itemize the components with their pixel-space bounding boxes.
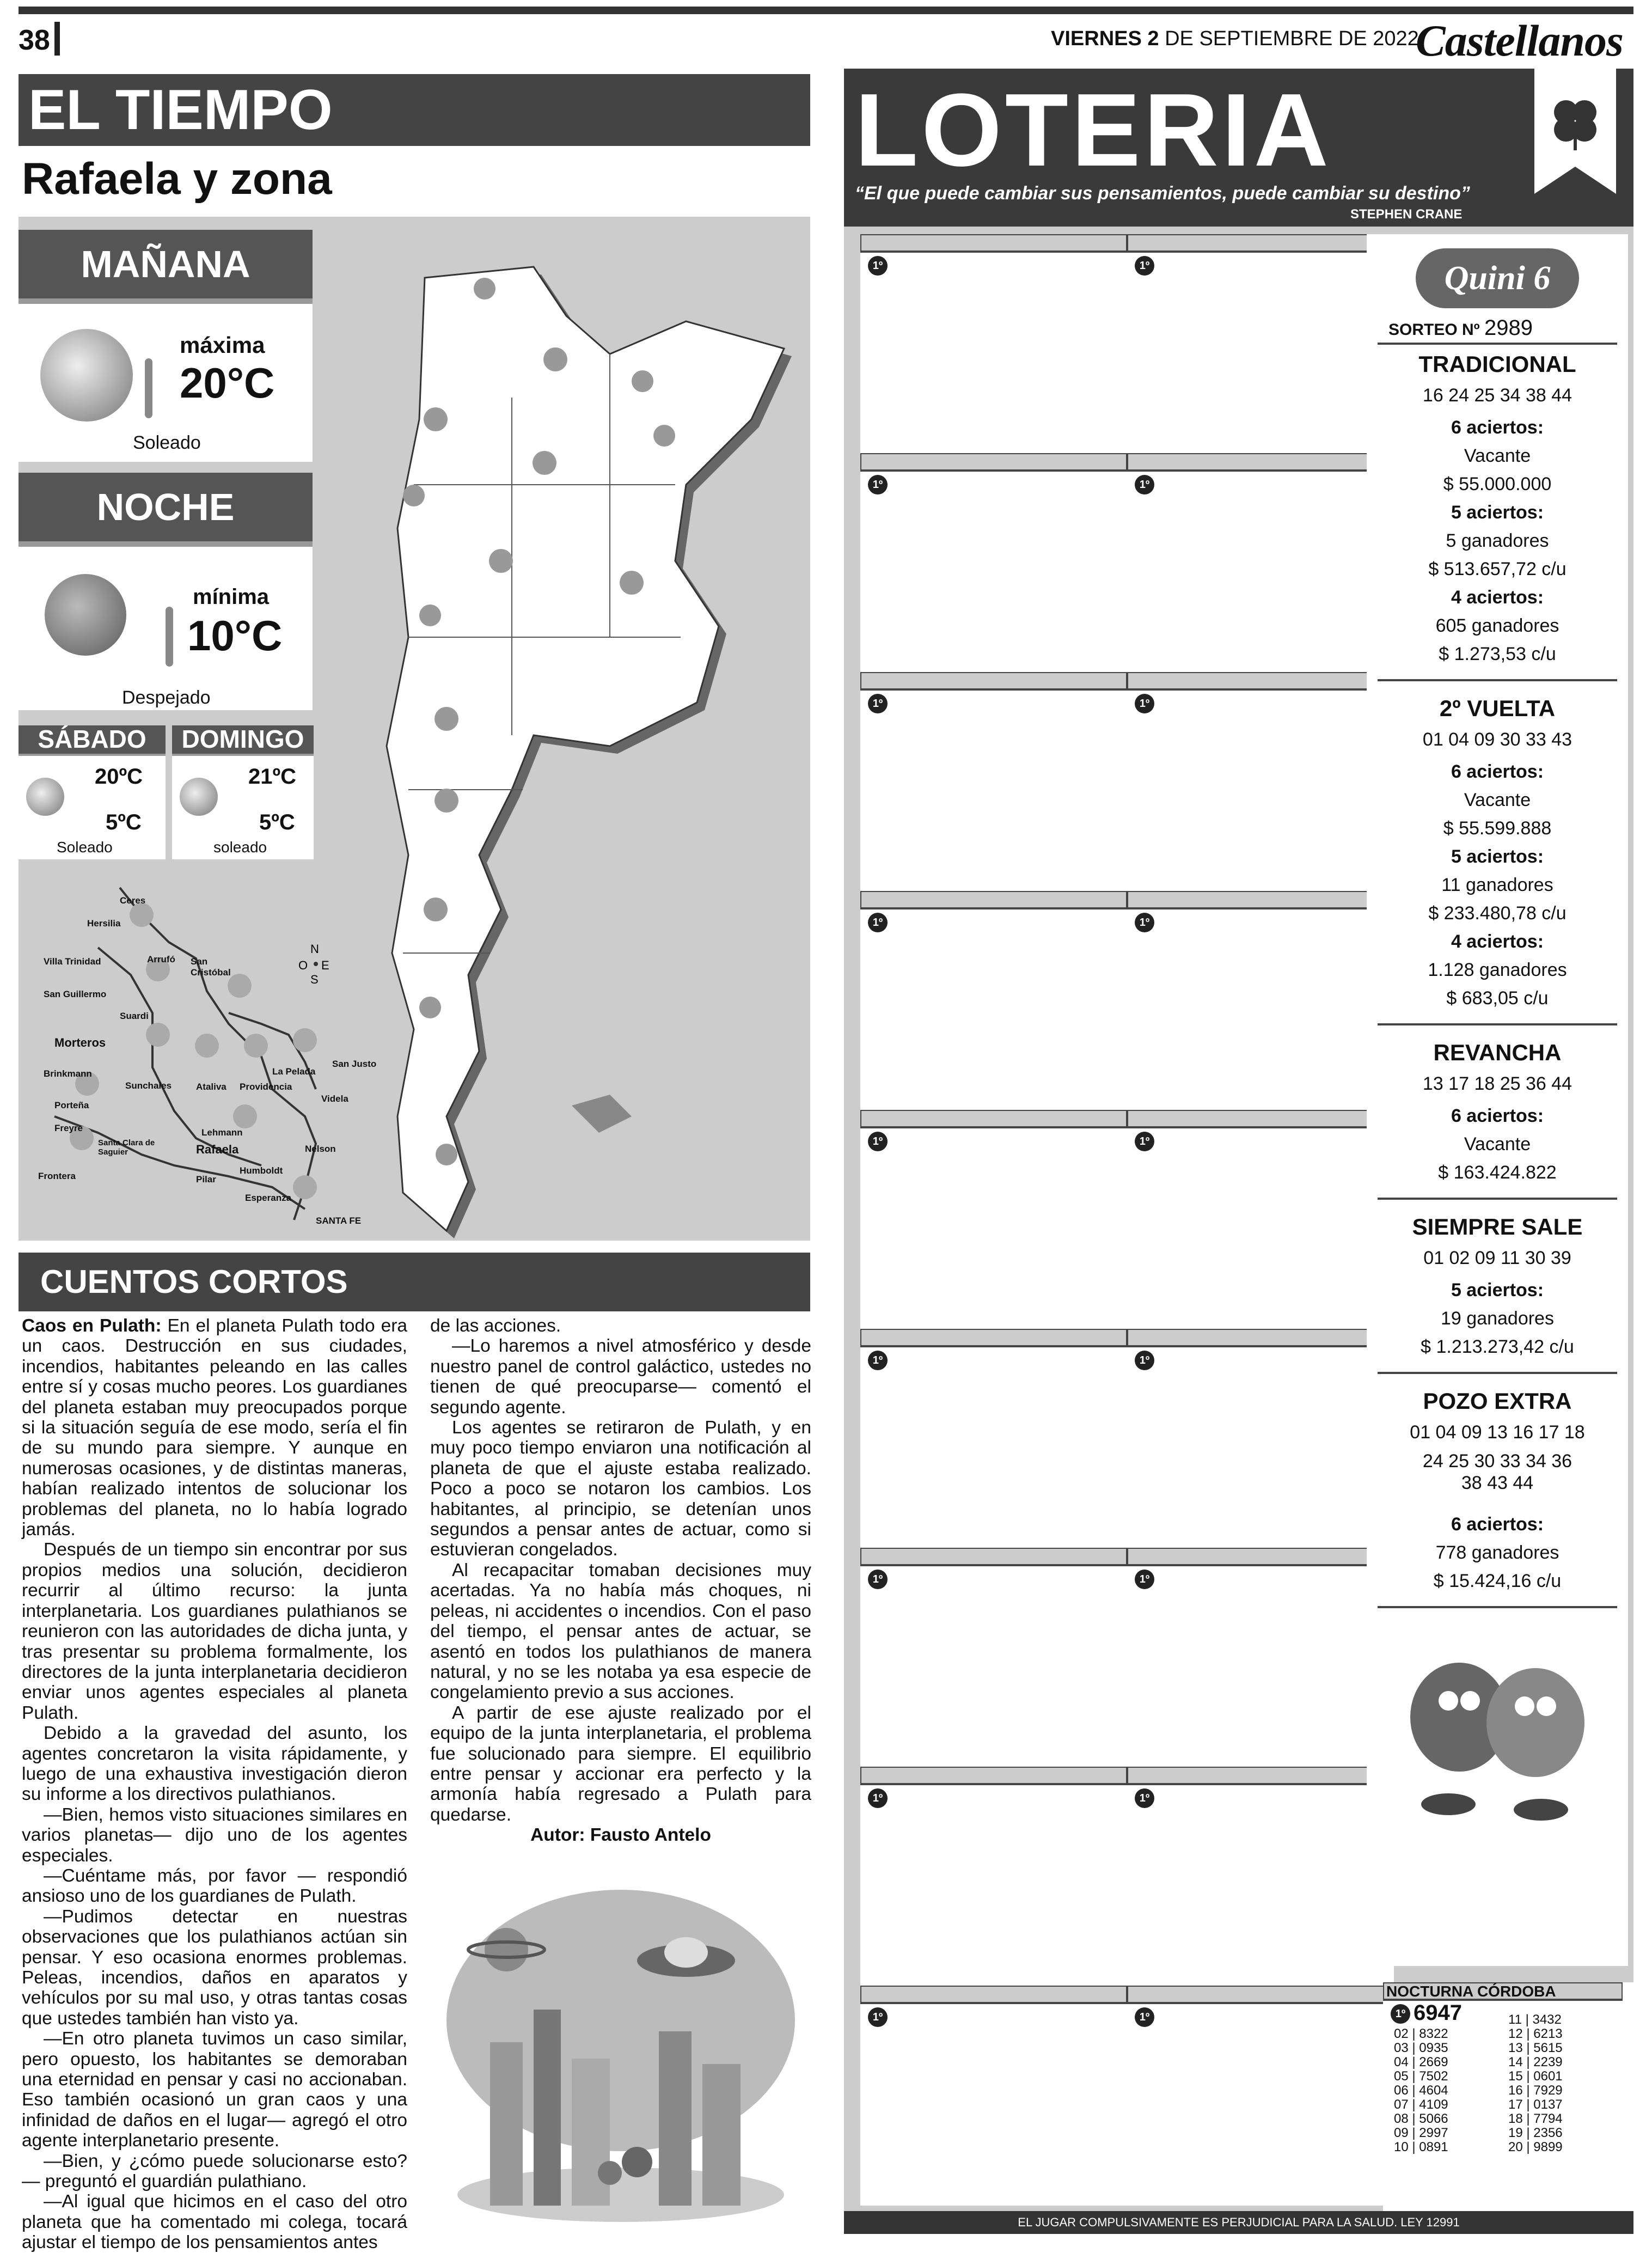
- first-prize: [1127, 1785, 1394, 1809]
- quini6-section-pozo: [1367, 1385, 1628, 1608]
- number-row: 12 | 6213: [1508, 2026, 1563, 2041]
- first-prize-badge-icon: 1º: [1135, 475, 1154, 494]
- lottery-block-title: [1127, 1329, 1394, 1347]
- first-prize-badge-icon: 1º: [868, 694, 888, 713]
- prize-line: [1367, 786, 1628, 814]
- lottery-quote-author: STEPHEN CRANE: [1350, 207, 1463, 222]
- divider: [1378, 1023, 1617, 1025]
- prize-text: 19 ganadores: [1441, 1308, 1554, 1329]
- prize-line: [1367, 1158, 1628, 1187]
- winning-numbers: 38 43 44: [1461, 1473, 1534, 1493]
- lottery-block-title: [860, 1329, 1127, 1347]
- section-title: REVANCHA: [1433, 1040, 1562, 1065]
- prize-line: [1367, 498, 1628, 527]
- story-paragraph: —Al igual que hicimos en el caso del otro planeta que ha comentado mi colega, tocará ajustar el tiempo de los pensamientos antes: [22, 2191, 407, 2253]
- lottery-block-title: [860, 1767, 1127, 1785]
- locality: San Guillermo: [44, 989, 107, 999]
- prize-line: [1367, 442, 1628, 470]
- locality: San Justo: [332, 1059, 377, 1069]
- prize-line: [1367, 1130, 1628, 1158]
- number-row: 02 | 8322: [1394, 2026, 1448, 2041]
- locality: Videla: [321, 1094, 348, 1104]
- prize-text: 6 aciertos:: [1451, 417, 1544, 438]
- lottery-block: [1127, 1986, 1394, 2203]
- locality: Santa Clara de Saguier: [98, 1138, 155, 1157]
- number-row: 15 | 0601: [1508, 2069, 1563, 2084]
- sun-icon: [180, 778, 218, 816]
- divider: [1378, 679, 1617, 681]
- first-prize-badge-icon: 1º: [1135, 694, 1154, 713]
- lottery-block-title: [1127, 453, 1394, 472]
- first-prize: [860, 472, 1127, 496]
- sunday-box: [172, 756, 314, 859]
- sunday-condition: soleado: [213, 839, 267, 856]
- prize-text: 4 aciertos:: [1451, 587, 1544, 608]
- draw-number: 2989: [1484, 316, 1533, 340]
- lottery-block: [860, 1329, 1127, 1547]
- top-rule: [19, 7, 1633, 14]
- story-paragraph: A partir de ese ajuste realizado por el equipo de la junta interplanetaria, el problema fue solucionado para siempre. El equilibrio entre pensar y accionar era perfecto y la armonía había regresado a Pulath para quedarse.: [430, 1702, 811, 1825]
- lottery-block-title: [1127, 1548, 1394, 1566]
- first-prize: [1127, 1566, 1394, 1590]
- lottery-block: [1127, 453, 1394, 671]
- prize-line: [1367, 1567, 1628, 1595]
- prize-text: Vacante: [1464, 1134, 1531, 1155]
- lottery-block: [1127, 1767, 1394, 1985]
- first-prize-badge-icon: 1º: [1135, 913, 1154, 932]
- prize-line: [1367, 956, 1628, 984]
- saturday-max: 20ºC: [95, 765, 143, 789]
- min-label: mínima: [193, 585, 270, 609]
- night-condition: Despejado: [122, 687, 211, 708]
- locality: Suardi: [120, 1011, 149, 1021]
- story-column-2: [430, 1316, 811, 1871]
- number-row: 20 | 9899: [1508, 2140, 1563, 2154]
- lottery-block: [1127, 1548, 1394, 1766]
- section-title: POZO EXTRA: [1423, 1388, 1572, 1414]
- story-paragraph: Debido a la gravedad del asunto, los agentes concretaron la visita rápidamente, y luego de una exhaustiva investigación dieron su informe a los directivos pulathianos.: [22, 1723, 407, 1805]
- lottery-block-title: [1127, 1110, 1394, 1128]
- sunday-banner: DOMINGO: [172, 725, 314, 756]
- saturday-condition: Soleado: [57, 839, 113, 856]
- lottery-column-1: [860, 234, 1127, 2206]
- winning-numbers: 01 04 09 13 16 17 18: [1410, 1422, 1585, 1443]
- locality: Porteña: [54, 1100, 89, 1110]
- quini6-section-segunda: [1367, 692, 1628, 1025]
- first-prize-badge-icon: 1º: [1135, 1570, 1154, 1589]
- prize-text: 11 ganadores: [1441, 875, 1553, 895]
- first-prize-badge-icon: 1º: [868, 913, 888, 932]
- divider: [1378, 1198, 1617, 1200]
- prize-line: [1367, 413, 1628, 442]
- locality: La Pelada: [272, 1066, 316, 1077]
- locality: Arrufó: [147, 954, 175, 964]
- lottery-block-title: [860, 672, 1127, 691]
- lottery-block-title: [860, 1548, 1127, 1566]
- prize-line: [1367, 640, 1628, 668]
- dateline: [1051, 27, 1419, 51]
- lottery-block-title: [1127, 891, 1394, 909]
- number-row: 19 | 2356: [1508, 2126, 1563, 2140]
- quini6-section-siempre: [1367, 1211, 1628, 1374]
- tomorrow-banner: MAÑANA: [19, 230, 313, 304]
- numbers-right: [1508, 2013, 1606, 2154]
- weather-section-title: EL TIEMPO: [19, 74, 810, 146]
- lottery-block: [860, 234, 1127, 452]
- first-prize-badge-icon: 1º: [868, 2007, 888, 2027]
- cordoba-block: [1383, 1982, 1633, 2211]
- moon-icon: [45, 574, 126, 656]
- prize-line: [1367, 1102, 1628, 1130]
- lottery-block-title: [860, 234, 1127, 253]
- prize-line: [1367, 984, 1628, 1012]
- lottery-block: [860, 1548, 1127, 1766]
- lottery-block-title: [860, 891, 1127, 909]
- saturday-box: [19, 756, 166, 859]
- lottery-block-title: NOCTURNA CÓRDOBA: [1383, 1982, 1623, 2001]
- number-row: 04 | 2669: [1394, 2055, 1448, 2069]
- quini6-panel: [1367, 234, 1628, 1966]
- locality: Frontera: [38, 1171, 76, 1181]
- number-row: 09 | 2997: [1394, 2126, 1448, 2140]
- prize-line: [1367, 527, 1628, 555]
- prize-line: [1367, 612, 1628, 640]
- story-column-1: [22, 1316, 407, 2253]
- story-paragraph: En el planeta Pulath todo era un caos. Destrucción en sus ciudades, incendios, habitantes peleando en las calles entre sí y cosas mucho peores. Los guardianes del planeta estaban muy preocupados porque si la situación seguía de ese modo, sería el fin de su mundo para siempre. Y aunque en numerosas ocasiones, y de distintas maneras, habían realizado intentos de solucionar los problemas del planeta, no lo había logrado jamás.: [22, 1316, 407, 1540]
- quini6-section-revancha: [1367, 1036, 1628, 1200]
- prize-text: 6 aciertos:: [1451, 1106, 1544, 1126]
- first-prize: [860, 1566, 1127, 1590]
- section-title: TRADICIONAL: [1418, 351, 1576, 377]
- first-prize-badge-icon: 1º: [868, 1351, 888, 1370]
- numbers-left: [1394, 2027, 1492, 2154]
- lottery-block: [1127, 1110, 1394, 1328]
- winning-numbers: 01 02 09 11 30 39: [1423, 1248, 1571, 1268]
- prize-text: 5 ganadores: [1446, 530, 1549, 551]
- first-prize-badge-icon: 1º: [868, 475, 888, 494]
- thermometer-icon: [166, 607, 173, 667]
- lottery-block-title: [1127, 1767, 1394, 1785]
- prize-line: [1367, 1276, 1628, 1304]
- story-paragraph: —Lo haremos a nivel atmosférico y desde nuestro panel de control galáctico, ustedes no tienen de qué preocuparse— comentó el segundo agente.: [430, 1336, 811, 1418]
- quini6-sections: [1367, 348, 1628, 1608]
- lottery-block-title: [860, 1986, 1127, 2004]
- first-prize-badge-icon: 1º: [1135, 2007, 1154, 2027]
- winning-numbers: 24 25 30 33 34 36: [1422, 1451, 1573, 1472]
- story-paragraph: —Bien, hemos visto situaciones similares en varios planetas— dijo uno de los agentes especiales.: [22, 1804, 407, 1866]
- locality: Rafaela: [196, 1143, 239, 1156]
- prize-text: $ 163.424.822: [1438, 1162, 1557, 1183]
- clover-ribbon: [1534, 69, 1616, 194]
- lottery-block: [860, 453, 1127, 671]
- lottery-block-title: [860, 453, 1127, 472]
- draw-label: SORTEO Nº: [1388, 321, 1480, 339]
- prize-text: $ 55.000.000: [1443, 474, 1552, 494]
- newspaper-logo: Castellanos: [1416, 16, 1623, 65]
- lottery-block: [860, 672, 1127, 890]
- lottery-block: [1383, 1982, 1623, 2211]
- prize-text: 5 aciertos:: [1451, 502, 1544, 523]
- first-prize: [1127, 1347, 1394, 1371]
- story-paragraph: —Pudimos detectar en nuestras observaciones que los pulathianos actúan sin pensar. Y eso ocasiona enormes problemas. Peleas, incendios, daños en aparatos y vehículos por su mal uso, y otras tantas cosas que ustedes también han visto ya.: [22, 1906, 407, 2029]
- compass-e: E: [321, 958, 329, 972]
- lottery-block: [860, 891, 1127, 1109]
- lottery-block-title: [1127, 1986, 1394, 2004]
- locality: Pilar: [196, 1174, 216, 1184]
- story-lead: Caos en Pulath:: [22, 1316, 162, 1336]
- lottery-block-title: [860, 1110, 1127, 1128]
- sunday-min: 5ºC: [259, 810, 295, 834]
- date-day: 2: [1147, 27, 1159, 50]
- first-prize-badge-icon: 1º: [1135, 1788, 1154, 1808]
- lottery-block: [860, 1767, 1127, 1985]
- story-illustration: [430, 1879, 811, 2227]
- number-row: 18 | 7794: [1508, 2111, 1563, 2126]
- first-prize: [860, 253, 1127, 277]
- saturday-banner: SÁBADO: [19, 725, 166, 756]
- prize-line: [1367, 470, 1628, 498]
- locality: Sunchales: [125, 1080, 172, 1091]
- date-rest: DE SEPTIEMBRE DE 2022: [1165, 27, 1419, 50]
- first-prize: [860, 691, 1127, 715]
- first-prize: [1127, 691, 1394, 715]
- prize-line: [1367, 1510, 1628, 1538]
- first-prize-badge-icon: 1º: [868, 1570, 888, 1589]
- story-paragraph: —En otro planeta tuvimos un caso similar, pero opuesto, los habitantes se demoraban una eternidad en pensar y casi no accionaban. Eso también ocasionó un gran caos y una infinidad de daños en el lugar— agregó el otro agente interplanetario presente.: [22, 2029, 407, 2151]
- locality: Ataliva: [196, 1082, 227, 1092]
- prize-line: [1367, 814, 1628, 842]
- prize-line: [1367, 1304, 1628, 1333]
- lottery-title: LOTERIA: [855, 72, 1332, 188]
- first-prize: [860, 909, 1127, 933]
- locality-labels: [33, 882, 381, 1242]
- prize-text: 4 aciertos:: [1451, 931, 1544, 952]
- prize-text: 778 ganadores: [1435, 1542, 1559, 1563]
- prize-line: [1367, 1333, 1628, 1361]
- locality: Humboldt: [240, 1165, 283, 1176]
- prize-text: 1.128 ganadores: [1428, 960, 1567, 980]
- lottery-footer: EL JUGAR COMPULSIVAMENTE ES PERJUDICIAL PARA LA SALUD. LEY 12991: [844, 2211, 1633, 2234]
- first-prize: [860, 1347, 1127, 1371]
- first-prize-badge-icon: 1º: [868, 1132, 888, 1151]
- prize-text: 6 aciertos:: [1451, 1514, 1544, 1535]
- story-paragraph: —Bien, y ¿cómo puede solucionarse esto?— preguntó el guardián pulathiano.: [22, 2151, 407, 2192]
- first-prize: [1127, 1128, 1394, 1152]
- number-row: 06 | 4604: [1394, 2083, 1448, 2098]
- prize-text: $ 1.273,53 c/u: [1439, 644, 1556, 664]
- first-prize: [860, 2004, 1127, 2028]
- number-row: 10 | 0891: [1394, 2140, 1448, 2154]
- lottery-block: [1127, 234, 1394, 452]
- compass-o: O: [298, 958, 308, 972]
- first-prize: [860, 1128, 1127, 1152]
- first-prize: [1127, 909, 1394, 933]
- lottery-block: [1127, 1329, 1394, 1547]
- first-prize-badge-icon: 1º: [1135, 256, 1154, 276]
- tomorrow-box: [19, 304, 313, 462]
- prize-text: 5 aciertos:: [1451, 1280, 1544, 1300]
- lottery-quote: “El que puede cambiar sus pensamientos, puede cambiar su destino”: [855, 183, 1470, 204]
- story-paragraph: Los agentes se retiraron de Pulath, y en muy poco tiempo enviaron una notificación al planeta de que el ajuste estaba realizado. Poco a poco se notaron los cambios. Los habitantes, al principio, se detenían unos segundos a pensar antes de actuar, como si estuvieran congelados.: [430, 1418, 811, 1560]
- locality: San Cristóbal: [191, 956, 231, 978]
- number-row: 08 | 5066: [1394, 2111, 1448, 2126]
- winning-numbers: 16 24 25 34 38 44: [1422, 385, 1573, 406]
- page-number-bar: [54, 22, 60, 56]
- prize-text: 605 ganadores: [1435, 615, 1559, 636]
- number-row: 16 | 7929: [1508, 2083, 1563, 2098]
- prize-line: [1367, 758, 1628, 786]
- first-prize: [1127, 472, 1394, 496]
- first-prize-number: 6947: [1414, 2001, 1462, 2025]
- number-row: 03 | 0935: [1394, 2041, 1448, 2055]
- quini6-section-tradicional: [1367, 348, 1628, 681]
- story-paragraph: —Cuéntame más, por favor — respondió ansioso uno de los guardianes de Pulath.: [22, 1865, 407, 1907]
- divider: [1378, 1372, 1617, 1374]
- quini6-draw: [1367, 316, 1628, 340]
- min-temp: 10°C: [187, 612, 283, 660]
- lottery-column-2: [1127, 234, 1394, 2206]
- winning-numbers: 01 04 09 30 33 43: [1422, 729, 1573, 750]
- locality: Hersilia: [87, 918, 121, 929]
- locality: SANTA FE: [316, 1216, 362, 1226]
- quini6-logo: Quini 6: [1416, 248, 1579, 308]
- prize-line: [1367, 555, 1628, 583]
- story-paragraph: de las acciones.: [430, 1316, 561, 1336]
- locality: Lehmann: [201, 1127, 243, 1138]
- locality: Brinkmann: [44, 1069, 92, 1079]
- sun-icon: [26, 778, 64, 816]
- first-prize-badge-icon: 1º: [1135, 1132, 1154, 1151]
- lottery-block: [860, 1110, 1127, 1328]
- first-prize: [1127, 2004, 1394, 2028]
- weather-region: Rafaela y zona: [22, 154, 332, 204]
- prize-line: [1367, 583, 1628, 612]
- lottery-block: [1127, 891, 1394, 1109]
- sun-icon: [40, 329, 133, 422]
- number-row: 13 | 5615: [1508, 2041, 1563, 2055]
- locality: Providencia: [240, 1082, 292, 1092]
- lottery-block-title: [1127, 672, 1394, 691]
- tomorrow-condition: Soleado: [133, 432, 201, 453]
- prize-line: [1367, 927, 1628, 956]
- sunday-max: 21ºC: [248, 765, 296, 789]
- number-row: 05 | 7502: [1394, 2069, 1448, 2084]
- date-weekday: VIERNES: [1051, 27, 1142, 50]
- night-box: [19, 547, 313, 710]
- prize-text: Vacante: [1464, 790, 1531, 810]
- prize-text: $ 15.424,16 c/u: [1433, 1571, 1562, 1591]
- lottery-block-title: [1127, 234, 1394, 253]
- story-paragraph: Al recapacitar tomaban decisiones muy acertadas. Ya no había más choques, ni peleas, ni accidentes o incendios. Con el paso del tiempo, el pensar antes de actuar, se asentó en todos los pulathianos de manera natural, y no se les notaba ya esa especie de congelamiento previo a sus acciones.: [430, 1560, 811, 1703]
- first-prize: [860, 1785, 1127, 1809]
- prize-text: $ 513.657,72 c/u: [1428, 559, 1567, 579]
- max-temp: 20°C: [180, 359, 275, 407]
- section-title: SIEMPRE SALE: [1412, 1214, 1583, 1240]
- prize-text: 6 aciertos:: [1451, 761, 1544, 782]
- first-prize-badge-icon: 1º: [868, 1788, 888, 1808]
- first-prize-badge-icon: 1º: [868, 256, 888, 276]
- story-author: Autor: Fausto Antelo: [530, 1825, 711, 1846]
- first-prize: [1127, 253, 1394, 277]
- prize-text: 5 aciertos:: [1451, 846, 1544, 867]
- page-number: 38: [19, 25, 50, 56]
- first-prize-badge-icon: 1º: [1391, 2004, 1410, 2024]
- number-row: 07 | 4109: [1394, 2097, 1448, 2112]
- stories-section-title: CUENTOS CORTOS: [19, 1253, 810, 1311]
- compass-s: S: [310, 973, 319, 986]
- thermometer-icon: [145, 358, 152, 418]
- prize-text: $ 233.480,78 c/u: [1428, 903, 1567, 924]
- prize-line: [1367, 899, 1628, 927]
- locality: Freyre: [54, 1123, 83, 1133]
- prize-line: [1367, 842, 1628, 871]
- prize-text: $ 1.213.273,42 c/u: [1421, 1336, 1574, 1357]
- first-prize-badge-icon: 1º: [1135, 1351, 1154, 1370]
- locality: Villa Trinidad: [44, 956, 101, 967]
- prize-line: [1367, 1538, 1628, 1567]
- story-paragraph: Después de un tiempo sin encontrar por sus propios medios una solución, decidieron recurrir al último recurso: la junta interplanetaria. Los guardianes pulathianos se reunieron con las autoridades de dicha junta, y tras presentar su problema formalmente, los directores de la junta interplanetaria decidieron enviar unos agentes especiales al planeta Pulath.: [22, 1540, 407, 1723]
- number-row: 11 | 3432: [1508, 2012, 1562, 2027]
- number-row: 14 | 2239: [1508, 2055, 1563, 2069]
- night-banner: NOCHE: [19, 473, 313, 547]
- locality: Morteros: [54, 1036, 106, 1049]
- winning-numbers: 13 17 18 25 36 44: [1422, 1073, 1573, 1094]
- locality: Ceres: [120, 895, 146, 906]
- number-row: 17 | 0137: [1508, 2097, 1563, 2112]
- quini6-mascots: [1388, 1641, 1606, 1826]
- divider: [1378, 1606, 1617, 1608]
- prize-text: Vacante: [1464, 445, 1531, 466]
- prize-line: [1367, 871, 1628, 899]
- prize-text: $ 55.599.888: [1443, 818, 1552, 839]
- compass-n: N: [310, 942, 319, 956]
- lottery-block: [1127, 672, 1394, 890]
- max-label: máxima: [180, 332, 265, 358]
- saturday-min: 5ºC: [106, 810, 142, 834]
- lottery-block: [860, 1986, 1127, 2203]
- divider: [1378, 343, 1617, 345]
- locality: Nelson: [305, 1144, 336, 1154]
- locality: Esperanza: [245, 1193, 292, 1203]
- prize-text: $ 683,05 c/u: [1446, 988, 1549, 1009]
- section-title: 2º VUELTA: [1439, 695, 1556, 721]
